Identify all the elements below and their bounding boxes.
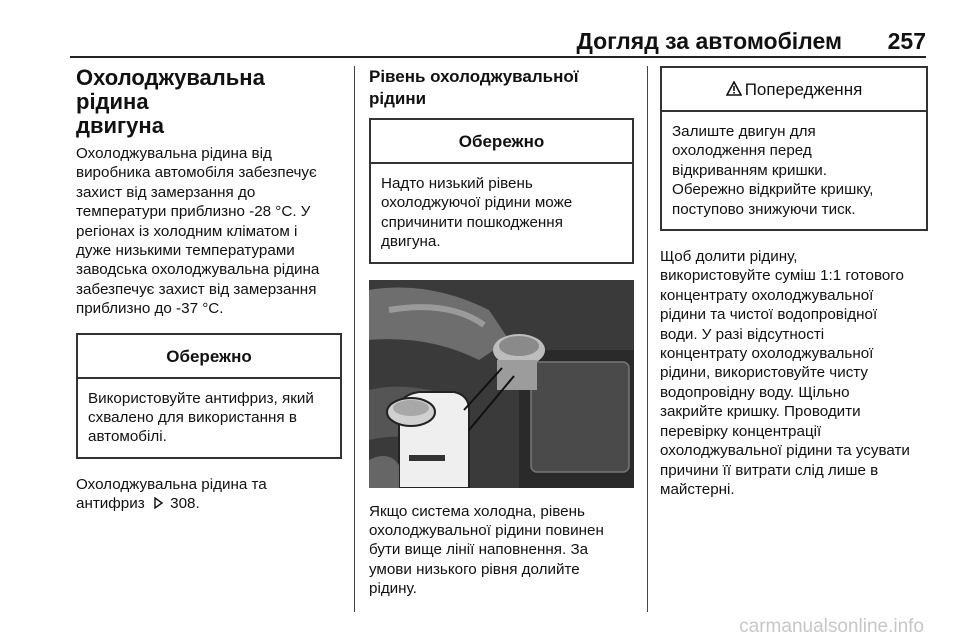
engine-bay-illustration: [369, 280, 634, 488]
heading-line: Охолоджувальна рідина: [76, 65, 265, 114]
text-line: концентрату охолоджувальної: [660, 286, 874, 304]
text-line: охолоджувальної рідини повинен: [369, 522, 604, 540]
caution-box: [76, 333, 342, 459]
text-line: приблизно до -37 °C.: [76, 300, 224, 318]
text-line: дуже низькими температурами: [76, 242, 295, 260]
caution-box: [369, 118, 634, 264]
intro-paragraph: [76, 144, 342, 319]
text-line: Щоб долити рідину,: [660, 248, 798, 266]
text-line: охолоджуючої рідини може: [381, 194, 573, 212]
text-line: майстерні.: [660, 480, 735, 498]
text-line: Охолоджувальна рідина від: [76, 145, 272, 162]
caution-title: Обережно: [78, 335, 340, 379]
text-line: використовуйте суміш 1:1 готового: [660, 267, 904, 285]
text-line: автомобілі.: [88, 428, 167, 446]
caution-title: Обережно: [371, 120, 632, 164]
coolant-reservoir-photo: [369, 280, 634, 488]
text-line: двигуна.: [381, 233, 441, 251]
text-line: водопровідну воду. Щільно: [660, 383, 850, 401]
text-line: регіонах із холодним кліматом і: [76, 222, 298, 240]
text-line: перевірку концентрації: [660, 422, 822, 440]
text-line: забезпечує захист від замерзання: [76, 280, 317, 298]
text-line: води. У разі відсутності: [660, 325, 825, 343]
text-line: рідину.: [369, 580, 417, 598]
text-line: Залиште двигун для: [672, 123, 816, 140]
caution-body: [78, 379, 340, 457]
warning-box: [660, 66, 928, 231]
text-line: захист від замерзання до: [76, 183, 256, 201]
page-header: [70, 22, 926, 58]
caution-body: [371, 164, 632, 262]
section-heading-coolant: [76, 66, 342, 138]
heading-line: двигуна: [76, 113, 164, 138]
text-line: поступово знижуючи тиск.: [672, 200, 856, 218]
warning-title: Попередження: [744, 80, 863, 99]
header-rule: [70, 56, 926, 58]
text-line: схвалено для використання в: [88, 409, 297, 427]
text-line: [76, 494, 342, 513]
warning-body: [662, 112, 926, 229]
page-number: 257: [887, 28, 926, 54]
ref-text: антифриз: [76, 495, 145, 513]
text-line: відкриванням кришки.: [672, 161, 827, 179]
text-line: Охолоджувальна рідина та: [76, 475, 267, 493]
ref-page-link[interactable]: 308.: [170, 495, 200, 513]
text-line: заводська охолоджувальна рідина: [76, 261, 320, 279]
section-heading-coolant-level: Рівень охолоджувальної рідини: [369, 67, 579, 108]
text-line: бути вище лінії наповнення. За: [369, 541, 589, 559]
coolant-level-paragraph: [369, 502, 634, 599]
arrow-ref-icon[interactable]: [153, 497, 164, 509]
text-line: охолодження перед: [672, 142, 812, 160]
text-line: рідини, використовуйте чисту: [660, 364, 869, 382]
text-line: спричинити пошкодження: [381, 213, 563, 231]
column-3: [660, 66, 928, 499]
topping-up-paragraph: [660, 247, 928, 499]
text-line: причини її витрати слід лише в: [660, 461, 879, 479]
text-line: концентрату охолоджувальної: [660, 345, 874, 363]
text-line: закрийте кришку. Проводити: [660, 403, 861, 421]
antifreeze-reference: [76, 475, 342, 514]
column-1: [76, 66, 342, 514]
column-2: [369, 66, 634, 599]
text-line: Якщо система холодна, рівень: [369, 502, 585, 520]
warning-triangle-icon: [726, 81, 742, 96]
page-title: Догляд за автомобілем: [576, 28, 842, 54]
column-divider: [354, 66, 355, 612]
text-line: температури приблизно -28 °C. У: [76, 203, 311, 221]
text-line: Обережно відкрийте кришку,: [672, 181, 874, 199]
text-line: рідини та чистої водопровідної: [660, 306, 878, 324]
text-line: виробника автомобіля забезпечує: [76, 164, 317, 182]
watermark: carmanualsonline.info: [739, 616, 924, 637]
column-divider: [647, 66, 648, 612]
text-line: Використовуйте антифриз, який: [88, 389, 314, 407]
warning-header: [662, 68, 926, 112]
text-line: охолоджувальної рідини та усувати: [660, 442, 910, 460]
text-line: умови низького рівня долийте: [369, 560, 580, 578]
text-line: Надто низький рівень: [381, 175, 533, 192]
